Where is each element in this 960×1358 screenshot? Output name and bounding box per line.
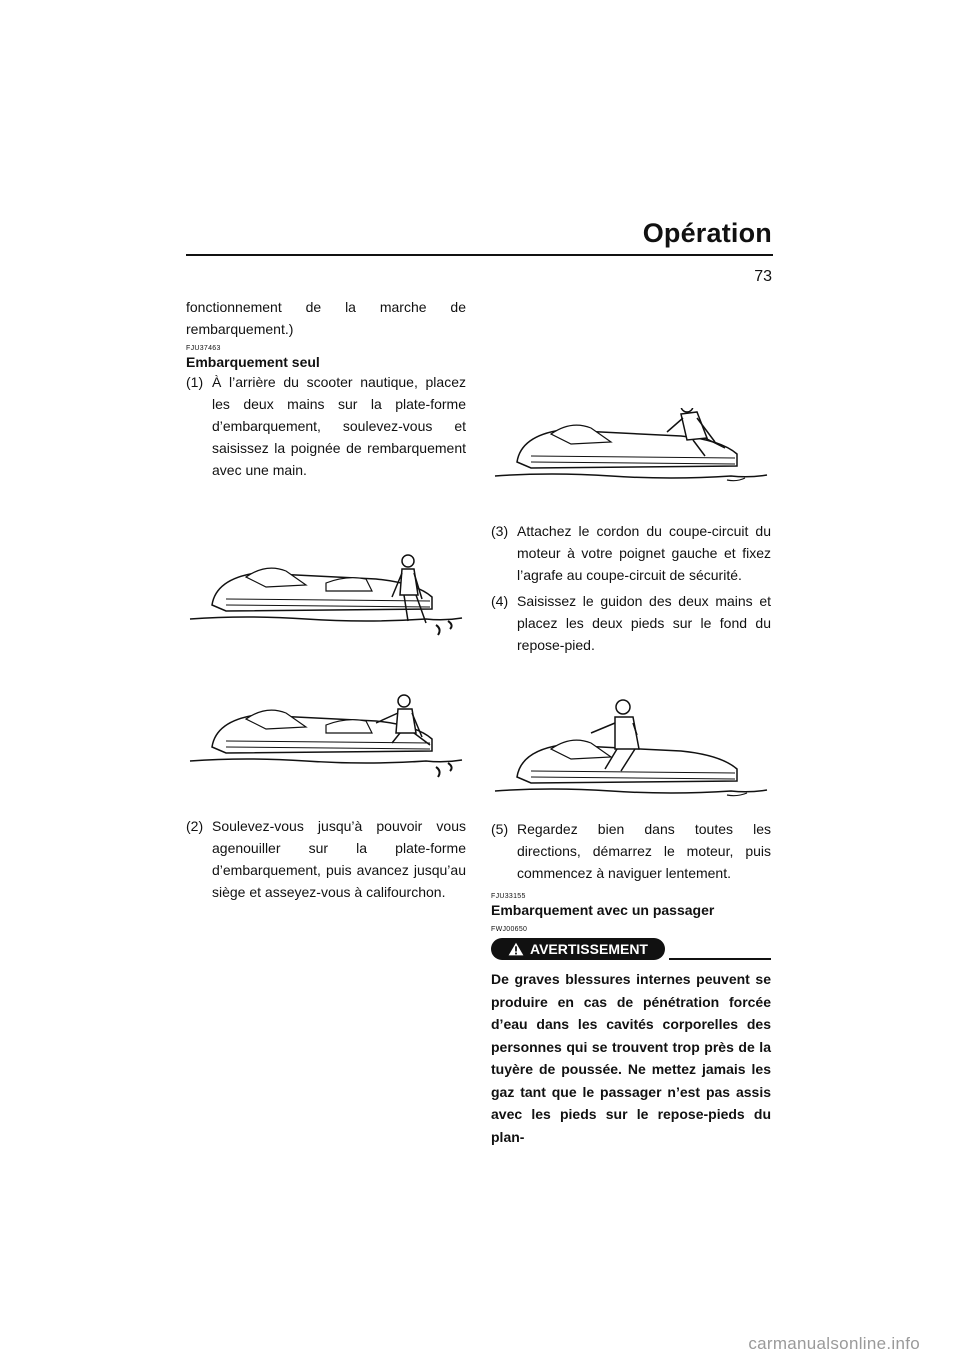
step-text: Saisissez le guidon des deux mains et placez les deux pieds sur le fond du repose-pied. (517, 593, 771, 653)
step-3 (491, 520, 771, 586)
jetski-illustration-kneeling (186, 679, 466, 779)
step-1 (186, 371, 466, 481)
step-text: À l’arrière du scooter nautique, placez les deux mains sur la plate-forme d’embarquement, soulevez-vous et saisissez la poignée de rembarquement avec une main. (212, 374, 466, 478)
step-4 (491, 590, 771, 656)
step-number: (1) (186, 374, 204, 390)
step-text: Regardez bien dans toutes les directions, démarrez le moteur, puis commencez à naviguer lentement. (517, 821, 771, 881)
step-text: Attachez le cordon du coupe-circuit du moteur à votre poignet gauche et fixez l’agrafe au coupe-circuit de sécurité. (517, 523, 771, 583)
jetski-illustration-boarding-rear (186, 539, 466, 639)
step-number: (2) (186, 818, 204, 834)
intro-text: fonctionnement de la marche de rembarquement.) (186, 299, 466, 337)
warning-code: FWJ00650 (491, 926, 528, 933)
warning-rule (669, 958, 771, 960)
left-column (186, 296, 466, 903)
page-number: 73 (754, 268, 772, 285)
warning-label: AVERTISSEMENT (530, 941, 648, 957)
warning-triangle-icon (508, 942, 524, 956)
section-heading: Embarquement seul (186, 354, 320, 370)
page-title: Opération (642, 218, 772, 248)
section-heading: Embarquement avec un passager (491, 902, 715, 918)
warning-badge (491, 938, 665, 960)
step-number: (4) (491, 593, 509, 609)
step-number: (3) (491, 523, 509, 539)
right-column (491, 408, 771, 1148)
step-text: Soulevez-vous jusqu’à pouvoir vous agenouiller sur la plate-forme d’embarquement, puis avancez jusqu’au siège et asseyez-vous à califourchon. (212, 818, 466, 900)
jetski-illustration-seated-rider (491, 694, 771, 804)
warning-text: De graves blessures internes peuvent se produire en cas de pénétration forcée d’eau dans les cavités corporelles des personnes qui se trouvent trop près de la tuyère de poussée. Ne mettez jamais les gaz tant que le passager n’est pas assis avec les pieds sur le repose-pieds du plan- (491, 971, 771, 1145)
step-number: (5) (491, 821, 509, 837)
jetski-illustration-moving-forward (491, 408, 771, 508)
header-rule (186, 254, 773, 256)
step-5 (491, 818, 771, 884)
watermark: carmanualsonline.info (748, 1334, 920, 1353)
step-2 (186, 815, 466, 903)
section-code: FJU37463 (186, 345, 221, 352)
warning-banner (491, 936, 771, 962)
section-code: FJU33155 (491, 893, 526, 900)
